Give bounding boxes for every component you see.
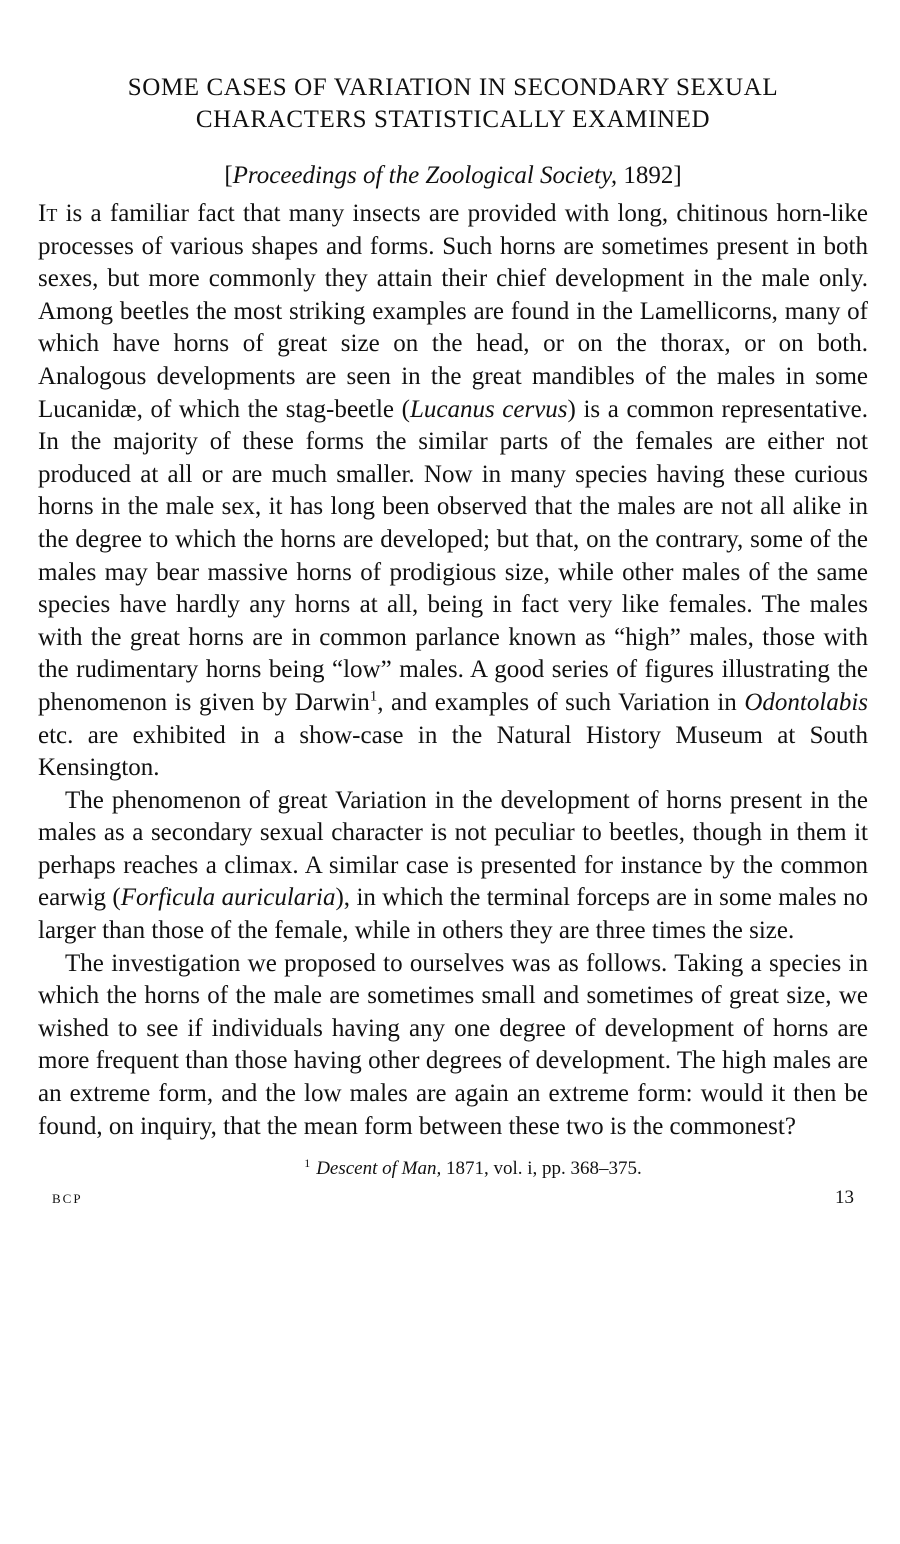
paragraph-1-text-c: , and examples of such Variation in bbox=[377, 688, 745, 716]
species-name-forficula: Forficula auricularia bbox=[120, 884, 336, 912]
genus-name-odontolabis: Odontolabis bbox=[744, 688, 868, 716]
printer-signature: BCP bbox=[52, 1191, 83, 1207]
species-name-lucanus: Lucanus cervus bbox=[409, 395, 568, 423]
paragraph-2-text-b: ), in which the terminal forceps are in some males no larger than those of the female, while in others they are three times the size. bbox=[38, 884, 869, 945]
paragraph-1-text-d: etc. are exhibited in a show-case in the Natural History Museum at South Kensington. bbox=[38, 721, 868, 782]
source-citation bbox=[38, 160, 868, 192]
footnote-work-title: Descent of Man, bbox=[316, 1158, 442, 1180]
page-number: 13 bbox=[835, 1187, 854, 1209]
source-open-bracket: [ bbox=[224, 162, 233, 189]
paragraph-2-text-a: The phenomenon of great Variation in the development of horns present in the males as a secondary sexual character is not peculiar to beetles, though in them it perhaps reaches a climax. A similar case is presented for instance by the common earwig ( bbox=[38, 786, 868, 912]
paragraph-2 bbox=[38, 785, 868, 948]
paragraph-1-text-a: is a familiar fact that many insects are provided with long, chitinous horn-like processes of various shapes and forms. Such horns are sometimes present in both sexes, but more commonly they attain their chief development in the male only. Among beetles the most striking examples are found in the Lamellicorns, many of which have horns of great size on the head, or on the thorax, or on both. Analogous developments are seen in the great mandibles of the males in some Lucanidæ, of which the stag-beetle ( bbox=[38, 200, 868, 423]
drop-cap-word: It bbox=[38, 200, 58, 227]
paragraph-3-text: The investigation we proposed to ourselves was as follows. Taking a species in which the horns of the male are sometimes small and sometimes of great size, we wished to see if individuals having any one degree of development of horns are more frequent than those having other degrees of development. The high males are an extreme form, and the low males are again an extreme form: would it then be found, on inquiry, that the mean form between these two is the commonest? bbox=[38, 949, 868, 1140]
footnote-details: 1871, vol. i, pp. 368–375. bbox=[441, 1158, 642, 1180]
footnote-reference[interactable]: 1 bbox=[369, 688, 378, 705]
paragraph-3 bbox=[38, 948, 868, 1144]
paragraph-1 bbox=[38, 198, 868, 785]
source-publication: Proceedings of the Zoological Society, bbox=[232, 162, 618, 189]
article-title-line-1: SOME CASES OF VARIATION IN SECONDARY SEXUAL bbox=[127, 74, 779, 101]
footnote bbox=[38, 1157, 868, 1181]
paragraph-1-text-b: ) is a common representative. In the majority of these forms the similar parts of the females are either not produced at all or are much smaller. Now in many species having these curious horns in the male sex, it has long been observed that the males are not all alike in the degree to which the horns are developed; but that, on the contrary, some of the males may bear massive horns of prodigious size, while other males of the same species have hardly any horns at all, being in fact very like females. The males with the great horns are in common parlance known as “high” males, those with the rudimentary horns being “low” males. A good series of figures illustrating the phenomenon is given by Darwin bbox=[38, 395, 868, 716]
article-title bbox=[38, 72, 868, 136]
source-year: 1892] bbox=[617, 162, 682, 189]
article-title-line-2: CHARACTERS STATISTICALLY EXAMINED bbox=[195, 106, 711, 133]
page-footer bbox=[38, 1187, 868, 1215]
footnote-mark: 1 bbox=[304, 1155, 311, 1170]
page bbox=[38, 72, 868, 1215]
